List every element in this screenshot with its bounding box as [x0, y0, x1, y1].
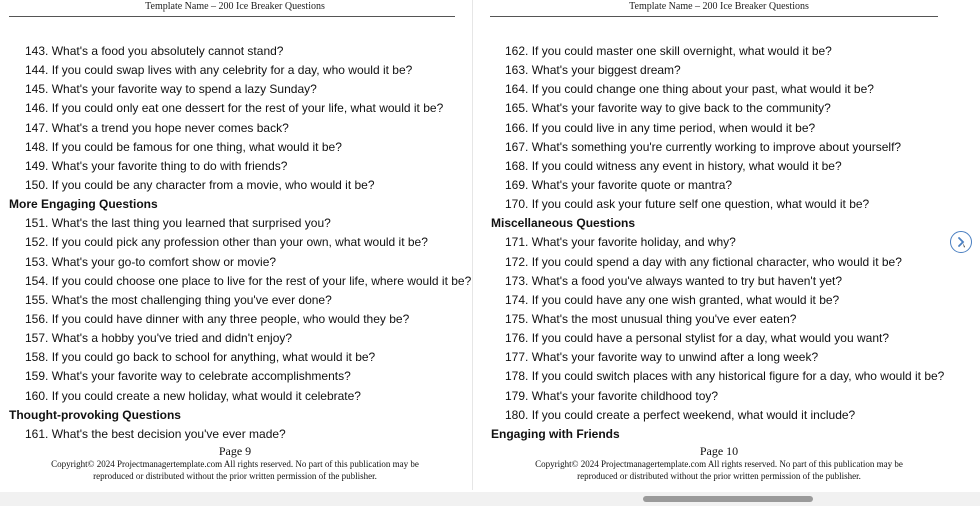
section-heading: More Engaging Questions: [9, 197, 158, 212]
question-item: 146. If you could only eat one dessert for the rest of your life, what would it be?: [25, 101, 444, 116]
question-item: 174. If you could have any one wish granted, what would it be?: [505, 292, 840, 307]
question-item: 151. What's the last thing you learned that surprised you?: [25, 216, 331, 231]
question-item: 176. If you could have a personal stylist for a day, what would you want?: [505, 331, 889, 346]
horizontal-scrollbar-thumb[interactable]: [643, 496, 813, 502]
question-item: 148. If you could be famous for one thing, what would it be?: [25, 139, 342, 154]
page-number: Page 10: [699, 444, 739, 458]
question-item: 143. What's a food you absolutely cannot stand?: [25, 44, 284, 58]
page-gap: [472, 0, 473, 490]
copyright-line-1: Copyright© 2024 Projectmanagertemplate.com All rights reserved. No part of this publication may be: [535, 459, 903, 469]
header-rule: [490, 16, 938, 17]
question-item: 177. What's your favorite way to unwind after a long week?: [505, 350, 819, 365]
question-list: [484, 42, 954, 444]
section-heading: Engaging with Friends: [491, 426, 620, 441]
question-item: 166. If you could live in any time period, when would it be?: [505, 120, 816, 135]
question-item: 153. What's your go-to comfort show or movie?: [25, 254, 277, 269]
question-item: 172. If you could spend a day with any fictional character, who would it be?: [505, 254, 902, 269]
question-item: 154. If you could choose one place to live for the rest of your life, where would it be?: [25, 273, 472, 288]
question-item: 147. What's a trend you hope never comes back?: [25, 120, 289, 135]
question-item: 144. If you could swap lives with any celebrity for a day, who would it be?: [25, 63, 413, 78]
question-item: 171. What's your favorite holiday, and why?: [505, 235, 736, 250]
question-item: 165. What's your favorite way to give back to the community?: [505, 101, 831, 116]
question-item: 179. What's your favorite childhood toy?: [505, 388, 719, 403]
question-item: 160. If you could create a new holiday, what would it celebrate?: [25, 388, 361, 403]
question-item: 155. What's the most challenging thing you've ever done?: [25, 292, 332, 307]
question-item: 167. What's something you're currently working to improve about yourself?: [505, 139, 902, 154]
question-item: 163. What's your biggest dream?: [505, 63, 681, 78]
copyright-line-2: reproduced or distributed without the prior written permission of the publisher.: [93, 471, 377, 481]
section-heading: Miscellaneous Questions: [491, 216, 636, 231]
copyright-line-2: reproduced or distributed without the prior written permission of the publisher.: [577, 471, 861, 481]
question-item: 173. What's a food you've always wanted to try but haven't yet?: [505, 273, 843, 288]
page-header: Template Name – 200 Ice Breaker Questions: [145, 1, 325, 12]
chevron-right-icon[interactable]: [950, 231, 972, 253]
question-item: 149. What's your favorite thing to do with friends?: [25, 158, 288, 173]
page-footer: [484, 445, 954, 482]
question-item: 158. If you could go back to school for anything, what would it be?: [25, 350, 376, 365]
header-rule: [9, 16, 455, 17]
question-item: 145. What's your favorite way to spend a lazy Sunday?: [25, 82, 317, 97]
question-item: 152. If you could pick any profession other than your own, what would it be?: [25, 235, 428, 250]
question-item: 170. If you could ask your future self one question, what would it be?: [505, 197, 870, 212]
horizontal-scrollbar-track[interactable]: [0, 492, 980, 506]
question-list: [0, 42, 470, 444]
copyright-line-1: Copyright© 2024 Projectmanagertemplate.com All rights reserved. No part of this publication may be: [51, 459, 419, 469]
question-item: 175. What's the most unusual thing you've ever eaten?: [505, 311, 797, 326]
section-heading: Thought-provoking Questions: [9, 407, 181, 422]
question-item: 164. If you could change one thing about your past, what would it be?: [505, 82, 874, 97]
question-item: 150. If you could be any character from a movie, who would it be?: [25, 177, 375, 192]
question-item: 156. If you could have dinner with any three people, who would they be?: [25, 311, 410, 326]
page-number: Page 9: [218, 444, 252, 458]
page-footer: [0, 445, 470, 482]
question-item: 162. If you could master one skill overnight, what would it be?: [505, 44, 832, 58]
question-item: 159. What's your favorite way to celebrate accomplishments?: [25, 369, 351, 384]
document-page-9: [0, 0, 470, 490]
question-item: 169. What's your favorite quote or mantra?: [505, 177, 733, 192]
question-item: 157. What's a hobby you've tried and didn't enjoy?: [25, 331, 293, 346]
question-item: 178. If you could switch places with any historical figure for a day, who would it be?: [505, 369, 945, 384]
question-item: 168. If you could witness any event in history, what would it be?: [505, 158, 842, 173]
page-header: Template Name – 200 Ice Breaker Questions: [629, 1, 809, 12]
question-item: 180. If you could create a perfect weekend, what would it include?: [505, 407, 856, 422]
question-item: 161. What's the best decision you've ever made?: [25, 426, 286, 441]
document-page-10: [484, 0, 954, 490]
